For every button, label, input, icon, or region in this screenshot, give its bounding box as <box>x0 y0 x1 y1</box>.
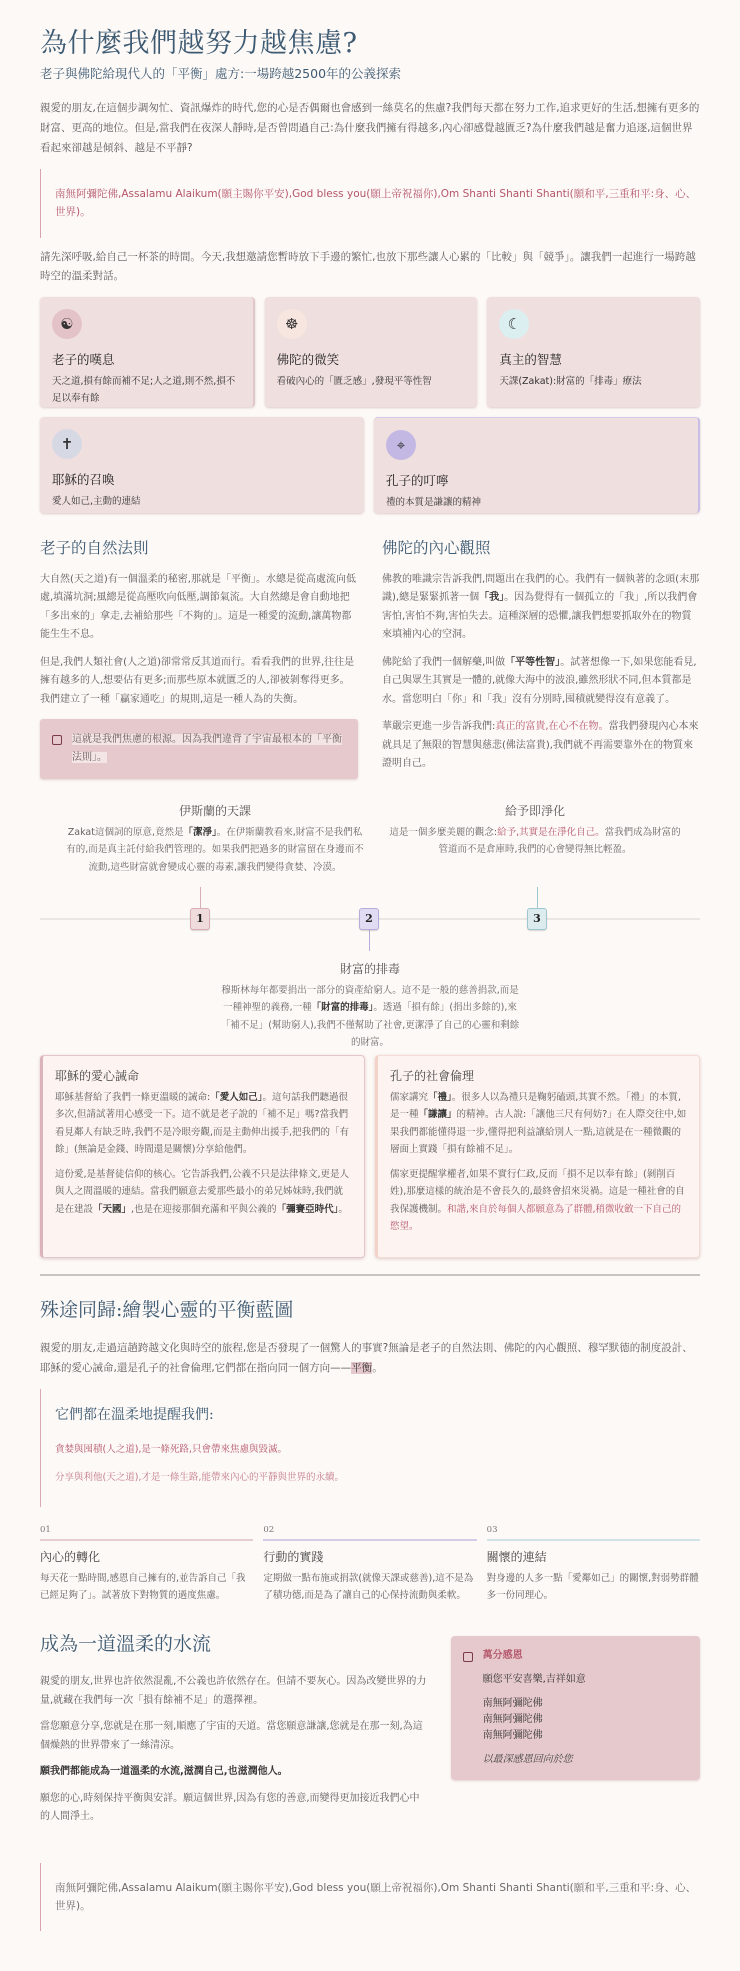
sticky-note-icon <box>463 1652 473 1662</box>
intro-paragraph: 親愛的朋友,在這個步調匆忙、資訊爆炸的時代,您的心是否偶爾也會感到一絲莫名的焦慮?我們每天都在努力工作,追求更好的生活,想擁有更多的財富、更高的地位。但是,當我們在夜深人靜時,是否曾問過自己:為什麼我們擁有得越多,內心卻感覺越匱乏?為什麼我們越是奮力追逐,這個世界看起來卻越是傾斜、越是不平靜? <box>40 101 700 154</box>
card-desc: 禮的本質是謙讓的精神 <box>386 497 482 509</box>
step-bar <box>40 1539 253 1541</box>
buddha-paragraph-3: 華嚴宗更進一步告訴我們:真正的富貴,在心不在物。當我們發現內心本來就具足了無限的智慧與慈悲(佛法富貴),我們就不再需要靠外在的物質來證明自己。 <box>382 721 699 770</box>
thanks-title: 萬分感恩 <box>482 1649 523 1661</box>
card-title: 孔子的叮嚀 <box>386 473 449 489</box>
confucius-box: 孔子的社會倫理 儒家講究「禮」。很多人以為禮只是鞠躬磕頭,其實不然。「禮」的本質,是一種「謙讓」的精神。古人說:「讓他三尺有何妨?」在人際交往中,如果我們都能懂得退一步,懂得把利益讓給別人一點,這就是在一種微觀的層面上實踐「損有餘補不足」。 儒家更提醒掌權者,如果不實行仁政,反而「損不足以奉有餘」(剝削百姓),那麼這樣的統治是不會長久的,最終會招來災禍。這是一種社會的自我保護機制。和諧,來自於每個人都願意為了群體,稍微收斂一下自己的慾望。 <box>375 1055 700 1259</box>
card-title: 老子的嘆息 <box>52 352 115 368</box>
thanks-box: 萬分感恩 願您平安喜樂,吉祥如意 南無阿彌陀佛 南無阿彌陀佛 南無阿彌陀佛 以最深感恩回向於您 <box>451 1636 700 1780</box>
box-heading: 耶穌的愛心誡命 <box>55 1068 140 1083</box>
timeline-stem-2 <box>369 929 370 951</box>
step-3: 03 關懷的連結 對身邊的人多一點「愛鄰如己」的關懷,對弱勢群體多一份同理心。 <box>486 1524 699 1601</box>
buddha-column <box>382 535 700 782</box>
reminder-line-2: 分享與利他(天之道),才是一條生路,能帶來內心的平靜與世界的永續。 <box>55 1472 344 1484</box>
reminder-line-1: 貪婪與囤積(人之道),是一條死路,只會帶來焦慮與毀滅。 <box>55 1443 287 1455</box>
card-confucius <box>374 417 700 513</box>
cross-icon: ✝ <box>52 429 82 459</box>
step-1: 01 內心的轉化 每天花一點時間,感恩自己擁有的,並告訴自己「我已經足夠了」。試著放下對物質的過度焦慮。 <box>40 1523 253 1604</box>
jesus-box: 耶穌的愛心誡命 耶穌基督給了我們一條更溫暖的誡命:「愛人如己」。這句話我們聽過很多次,但請試著用心感受一下。這不就是老子說的「補不足」嗎?當我們看見鄰人有缺乏時,我們不是冷眼旁觀,而是主動伸出援手,把我們的「有餘」(無論是金錢、時間還是關懷)分享給他們。 這份愛,是基督徒信仰的核心。它告訴我們,公義不只是法律條文,更是人與人之間溫暖的連結。當我們願意去愛那些最小的弟兄姊妹時,我們就是在建設「天國」,也是在迎接那個充滿和平與公義的「彌賽亞時代」。 <box>40 1055 365 1259</box>
card-title: 真主的智慧 <box>499 352 562 368</box>
page-subtitle: 老子與佛陀給現代人的「平衡」處方:一場跨越2500年的公義探索 <box>40 66 402 82</box>
blueprint-paragraph: 親愛的朋友,走過這趟跨越文化與時空的旅程,您是否發現了一個驚人的事實?無論是老子的自然法則、佛陀的內心觀照、穆罕默德的制度設計、耶穌的愛心誡命,還是孔子的社會倫理,它們都在指向同一個方向——平衡。 <box>40 1342 693 1375</box>
laozi-buddha-section <box>40 535 700 782</box>
laozi-paragraph-1: 大自然(天之道)有一個溫柔的秘密,那就是「平衡」。水總是從高處流向低處,填滿坑洞;風總是從高壓吹向低壓,調節氣流。大自然總是會自動地把「多出來的」拿走,去補給那些「不夠的」。這是一種愛的流動,讓萬物都能生生不息。 <box>40 573 356 641</box>
laozi-column <box>40 535 358 782</box>
box-heading: 孔子的社會倫理 <box>390 1068 475 1083</box>
card-desc: 天之道,損有餘而補不足;人之道,則不然,損不足以奉有餘 <box>52 376 236 404</box>
card-buddha <box>265 297 478 407</box>
reminder-quote <box>40 1389 700 1507</box>
card-allah <box>487 297 700 407</box>
card-laozi <box>40 297 255 407</box>
invitation-paragraph: 請先深呼吸,給自己一杯茶的時間。今天,我想邀請您暫時放下手邊的繁忙,也放下那些讓人心累的「比較」與「競爭」。讓我們一起進行一場跨越時空的溫柔對話。 <box>40 250 696 283</box>
timeline-node-1[interactable]: 1 <box>190 908 210 930</box>
card-title: 佛陀的微笑 <box>276 352 340 368</box>
section-divider <box>40 1274 700 1276</box>
target-icon: ⌖ <box>386 430 416 460</box>
step-bar <box>263 1539 476 1541</box>
card-jesus <box>40 417 364 513</box>
timeline-node-2[interactable]: 2 <box>359 908 379 930</box>
dharma-wheel-icon: ☸ <box>277 309 307 339</box>
timeline-item-3: 給予即淨化 這是一個多麼美麗的觀念:給予,其實是在淨化自己。當我們成為財富的管道而不是倉庫時,我們的心會變得無比輕盈。 <box>389 803 681 856</box>
sticky-note-icon <box>52 735 62 745</box>
blueprint-heading: 殊途同歸:繪製心靈的平衡藍圖 <box>40 1299 294 1322</box>
page-title: 為什麼我們越努力越焦慮? <box>40 28 358 59</box>
timeline-stem-3 <box>537 887 538 909</box>
timeline-stem-1 <box>200 887 201 909</box>
action-steps <box>40 1523 700 1604</box>
reminder-title: 它們都在溫柔地提醒我們: <box>55 1407 214 1424</box>
footer-blessing: 南無阿彌陀佛,Assalamu Alaikum(願主賜你平安),God bless you(願上帝祝福你),Om Shanti Shanti Shanti(願和平,三重和平:身、心、世界)。 <box>40 1863 700 1932</box>
section-heading: 老子的自然法則 <box>40 539 149 558</box>
callout-note <box>40 719 358 779</box>
card-title: 耶穌的召喚 <box>52 472 115 488</box>
laozi-paragraph-2: 但是,我們人類社會(人之道)卻常常反其道而行。看看我們的世界,往往是擁有越多的人,想要佔有更多;而那些原本就匱乏的人,卻被剝奪得更多。我們建立了一種「贏家通吃」的規則,這是一種人為的失衡。 <box>40 656 355 705</box>
closing-section: 成為一道溫柔的水流 親愛的朋友,世界也許依然混亂,不公義也許依然存在。但請不要灰心。因為改變世界的力量,就藏在我們每一次「損有餘補不足」的選擇裡。 當您願意分享,您就是在那一刻,順應了宇宙的天道。當您願意謙讓,您就是在那一刻,為這個燥熱的世界帶來了一絲清涼。 願我們都能成為一道溫柔的水流,滋潤自己,也滋潤他人。 願您的心,時刻保持平衡與安詳。願這個世界,因為有您的善意,而變得更加接近我們心中的人間淨土。 萬分感恩 願您平安喜樂,吉祥如意 南無阿彌陀佛 南無阿彌陀佛 南無阿彌陀佛 以最深感恩回向於您 <box>40 1628 700 1835</box>
buddha-paragraph-2: 佛陀給了我們一個解藥,叫做「平等性智」。試著想像一下,如果您能看見,自己與眾生其實是一體的,就像大海中的波浪,雖然形狀不同,但本質都是水。當您明白「你」和「我」沒有分別時,囤積就變得沒有意義了。 <box>382 656 697 705</box>
buddha-paragraph-1: 佛教的唯識宗告訴我們,問題出在我們的心。我們有一個執著的念頭(末那識),總是緊緊抓著一個「我」。因為覺得有一個孤立的「我」,所以我們會害怕,害怕不夠,害怕失去。這種深層的恐懼,讓我們想要抓取外在的物質來填補內心的空洞。 <box>382 573 700 641</box>
sage-cards-row-2 <box>40 417 700 513</box>
yin-yang-person-icon: ☯ <box>52 309 82 339</box>
section-heading: 佛陀的內心觀照 <box>382 539 491 558</box>
card-desc: 天課(Zakat):財富的「排毒」療法 <box>499 376 642 388</box>
crescent-moon-icon: ☾ <box>499 309 529 339</box>
card-desc: 愛人如己,主動的連結 <box>52 496 141 508</box>
callout-text: 這就是我們焦慮的根源。因為我們違背了宇宙最根本的「平衡法則」。 <box>72 734 342 764</box>
sage-cards-row-1 <box>40 297 700 407</box>
timeline-item-1: 伊斯蘭的天課 Zakat這個詞的原意,竟然是「潔淨」。在伊斯蘭教看來,財富不是我們私有的,而是真主託付給我們管理的。如果我們把過多的財富留在身邊而不流動,這些財富就會變成心靈的毒素,讓我們變得貪婪、冷漠。 <box>66 803 364 873</box>
blessing-quote: 南無阿彌陀佛,Assalamu Alaikum(願主賜你平安),God bless you(願上帝祝福你),Om Shanti Shanti Shanti(願和平,三重和平:身、心、世界)。 <box>40 169 700 238</box>
zakat-timeline <box>40 801 700 1131</box>
timeline-item-2: 財富的排毒 穆斯林每年都要捐出一部分的資產給窮人。這不是一般的慈善捐款,而是一種神聖的義務,一種「財富的排毒」。透過「損有餘」(捐出多餘的),來「補不足」(幫助窮人),我們不僅幫助了社會,更潔淨了自己的心靈和剩餘的財富。 <box>220 961 520 1049</box>
step-2: 02 行動的實踐 定期做一點布施或捐款(就像天課或慈善),這不是為了積功德,而是為了讓自己的心保持流動與柔軟。 <box>263 1523 476 1604</box>
card-desc: 看破內心的「匱乏感」,發現平等性智 <box>276 376 432 388</box>
step-bar <box>487 1539 700 1541</box>
timeline-node-3[interactable]: 3 <box>527 908 547 930</box>
closing-heading: 成為一道溫柔的水流 <box>40 1632 212 1655</box>
